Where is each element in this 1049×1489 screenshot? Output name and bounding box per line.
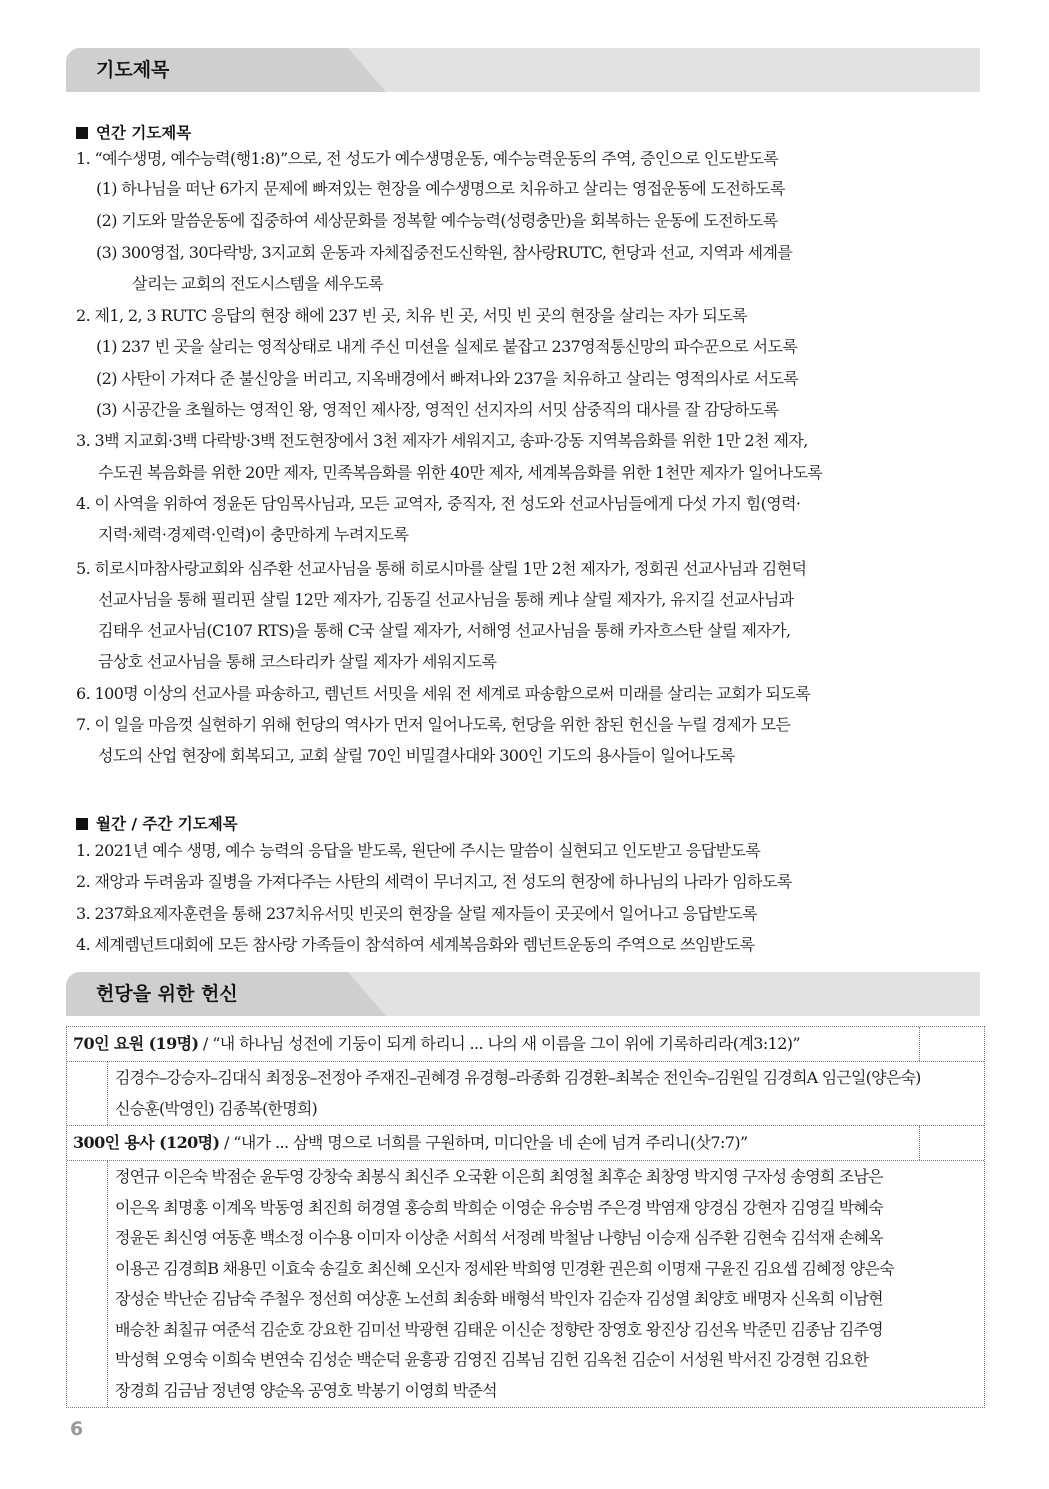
- annual-item-cont: 금상호 선교사님을 통해 코스타리카 살릴 제자가 세워지도록: [98, 652, 497, 671]
- group70-names: [67, 1062, 984, 1126]
- annual-item-cont: 김태우 선교사님(C107 RTS)을 통해 C국 살릴 제자가, 서해영 선교사님을 통해 카자흐스탄 살릴 제자가,: [98, 621, 791, 640]
- square-bullet-icon: [76, 127, 88, 139]
- annual-subitem: (3) 시공간을 초월하는 영적인 왕, 영적인 제사장, 영적인 선지자의 서밋 삼중직의 대사를 잘 감당하도록: [96, 400, 779, 419]
- annual-item: 5. 히로시마참사랑교회와 심주환 선교사님을 통해 히로시마를 살릴 1만 2천 제자가, 정회권 선교사님과 김현덕: [76, 559, 807, 578]
- annual-subitem: (2) 기도와 말씀운동에 집중하여 세상문화를 정복할 예수능력(성령충만)을 회복하는 운동에 도전하도록: [96, 211, 778, 230]
- monthly-item: 1. 2021년 예수 생명, 예수 능력의 응답을 받도록, 원단에 주시는 말씀이 실현되고 인도받고 응답받도록: [76, 841, 761, 860]
- monthly-prayer-heading: 월간 / 주간 기도제목: [76, 812, 238, 834]
- names-line: 이용곤 김경희B 채용민 이효숙 송길호 최신혜 오신자 정세완 박희영 민경환 권은희 이명재 구윤진 김요셉 김혜정 양은숙: [115, 1258, 894, 1278]
- annual-item: 3. 3백 지교회·3백 다락방·3백 전도현장에서 3천 제자가 세워지고, 송파·강동 지역복음화를 위한 1만 2천 제자,: [76, 431, 808, 450]
- monthly-item: 2. 재앙과 두려움과 질병을 가져다주는 사탄의 세력이 무너지고, 전 성도의 현장에 하나님의 나라가 임하도록: [76, 872, 792, 891]
- annual-item-cont: 수도권 복음화를 위한 20만 제자, 민족복음화를 위한 40만 제자, 세계복음화를 위한 1천만 제자가 일어나도록: [98, 463, 823, 482]
- section-header-dedication: [66, 972, 980, 1016]
- annual-subitem: (1) 237 빈 곳을 살리는 영적상태로 내게 주신 미션을 실제로 붙잡고 237영적통신망의 파수꾼으로 서도록: [96, 337, 798, 356]
- monthly-item: 4. 세계렘넌트대회에 모든 참사랑 가족들이 참석하여 세계복음화와 렘넌트운동의 주역으로 쓰임받도록: [76, 935, 755, 954]
- group70-header: [67, 1027, 984, 1062]
- names-line: 신승훈(박영인) 김종복(한명희): [115, 1098, 317, 1118]
- names-line: 정연규 이은숙 박점순 윤두영 강창숙 최봉식 최신주 오국환 이은희 최영철 최후순 최창영 박지영 구자성 송영희 조남은: [115, 1167, 883, 1186]
- page-number: 6: [70, 1418, 84, 1440]
- annual-item: 7. 이 일을 마음껏 실현하기 위해 헌당의 역사가 먼저 일어나도록, 헌당을 위한 참된 헌신을 누릴 경제가 모든: [76, 715, 791, 734]
- monthly-item: 3. 237화요제자훈련을 통해 237치유서밋 빈곳의 현장을 살릴 제자들이 곳곳에서 일어나고 응답받도록: [76, 904, 757, 923]
- annual-item: 6. 100명 이상의 선교사를 파송하고, 렘넌트 서밋을 세워 전 세계로 파송함으로써 미래를 살리는 교회가 되도록: [76, 684, 811, 703]
- group70-label: 70인 요원 (19명): [73, 1034, 199, 1053]
- annual-item: 2. 제1, 2, 3 RUTC 응답의 현장 해에 237 빈 곳, 치유 빈 곳, 서밋 빈 곳의 현장을 살리는 자가 되도록: [76, 306, 747, 325]
- names-gutter: [67, 1062, 108, 1125]
- section-title: 기도제목: [96, 59, 170, 81]
- header-end-cell: [919, 1027, 984, 1061]
- names-line: 박성혁 오영숙 이희숙 변연숙 김성순 백순덕 윤흥광 김영진 김복님 김헌 김옥천 김순이 서성원 박서진 강경현 김요한: [115, 1350, 869, 1369]
- names-line: 김경수–강승자–김대식 최정웅–전정아 주재진–권혜경 유경형–라종화 김경환–최복순 전인숙–김원일 김경희A 임근일(양은숙): [115, 1068, 921, 1087]
- section-header-prayer: [66, 48, 980, 92]
- names-gutter: [67, 1161, 108, 1407]
- dedication-table: [66, 1026, 985, 1408]
- annual-item: 1. “예수생명, 예수능력(행1:8)”으로, 전 성도가 예수생명운동, 예수능력운동의 주역, 증인으로 인도받도록: [76, 149, 779, 168]
- annual-item: 4. 이 사역을 위하여 정윤돈 담임목사님과, 모든 교역자, 중직자, 전 성도와 선교사님들에게 다섯 가지 힘(영력·: [76, 494, 801, 513]
- annual-subitem: (1) 하나님을 떠난 6가지 문제에 빠져있는 현장을 예수생명으로 치유하고 살리는 영접운동에 도전하도록: [96, 179, 785, 198]
- annual-subitem-cont: 살리는 교회의 전도시스템을 세우도록: [132, 274, 384, 293]
- annual-subitem: (2) 사탄이 가져다 준 불신앙을 버리고, 지옥배경에서 빠져나와 237을 치유하고 살리는 영적의사로 서도록: [96, 369, 799, 388]
- square-bullet-icon: [76, 818, 88, 830]
- annual-subitem: (3) 300영접, 30다락방, 3지교회 운동과 자체집중전도신학원, 참사랑RUTC, 헌당과 선교, 지역과 세계를: [96, 243, 793, 262]
- names-line: 장성순 박난순 김남숙 주철우 정선희 여상훈 노선희 최송화 배형석 박인자 김순자 김성열 최양호 배명자 신옥희 이남현: [115, 1289, 883, 1308]
- annual-item-cont: 선교사님을 통해 필리핀 살릴 12만 제자가, 김동길 선교사님을 통해 케냐 살릴 제자가, 유지길 선교사님과: [98, 590, 794, 609]
- names-line: 이은옥 최명홍 이계옥 박동영 최진희 허경열 홍승희 박희순 이영순 유승범 주은경 박염재 양경심 강현자 김영길 박혜숙: [115, 1197, 883, 1217]
- annual-item-cont: 지력·체력·경제력·인력)이 충만하게 누려지도록: [98, 525, 409, 544]
- names-line: 장경희 김금남 정년영 양순옥 공영호 박봉기 이영희 박준석: [115, 1380, 497, 1400]
- annual-prayer-heading: 연간 기도제목: [76, 121, 191, 143]
- section-title: 헌당을 위한 헌신: [96, 983, 238, 1005]
- group300-names: [67, 1161, 984, 1407]
- names-line: 배승찬 최칠규 여준석 김순호 강요한 김미선 박광현 김태운 이신순 정향란 장영호 왕진상 김선옥 박준민 김종남 김주영: [115, 1319, 883, 1339]
- header-end-cell: [919, 1126, 984, 1160]
- group300-verse: / “내가 ... 삼백 명으로 너희를 구원하며, 미디안을 네 손에 넘겨 주리니(삿7:7)”: [219, 1133, 748, 1152]
- names-line: 정윤돈 최신영 여동훈 백소정 이수용 이미자 이상춘 서희석 서정례 박철남 나향님 이승재 심주환 김현숙 김석재 손혜옥: [115, 1228, 883, 1247]
- group70-verse: / “내 하나님 성전에 기둥이 되게 하리니 ... 나의 새 이름을 그이 위에 기록하리라(계3:12)”: [198, 1034, 800, 1053]
- annual-item-cont: 성도의 산업 현장에 회복되고, 교회 살릴 70인 비밀결사대와 300인 기도의 용사들이 일어나도록: [98, 746, 735, 765]
- group300-header: [67, 1126, 984, 1161]
- group300-label: 300인 용사 (120명): [73, 1133, 220, 1152]
